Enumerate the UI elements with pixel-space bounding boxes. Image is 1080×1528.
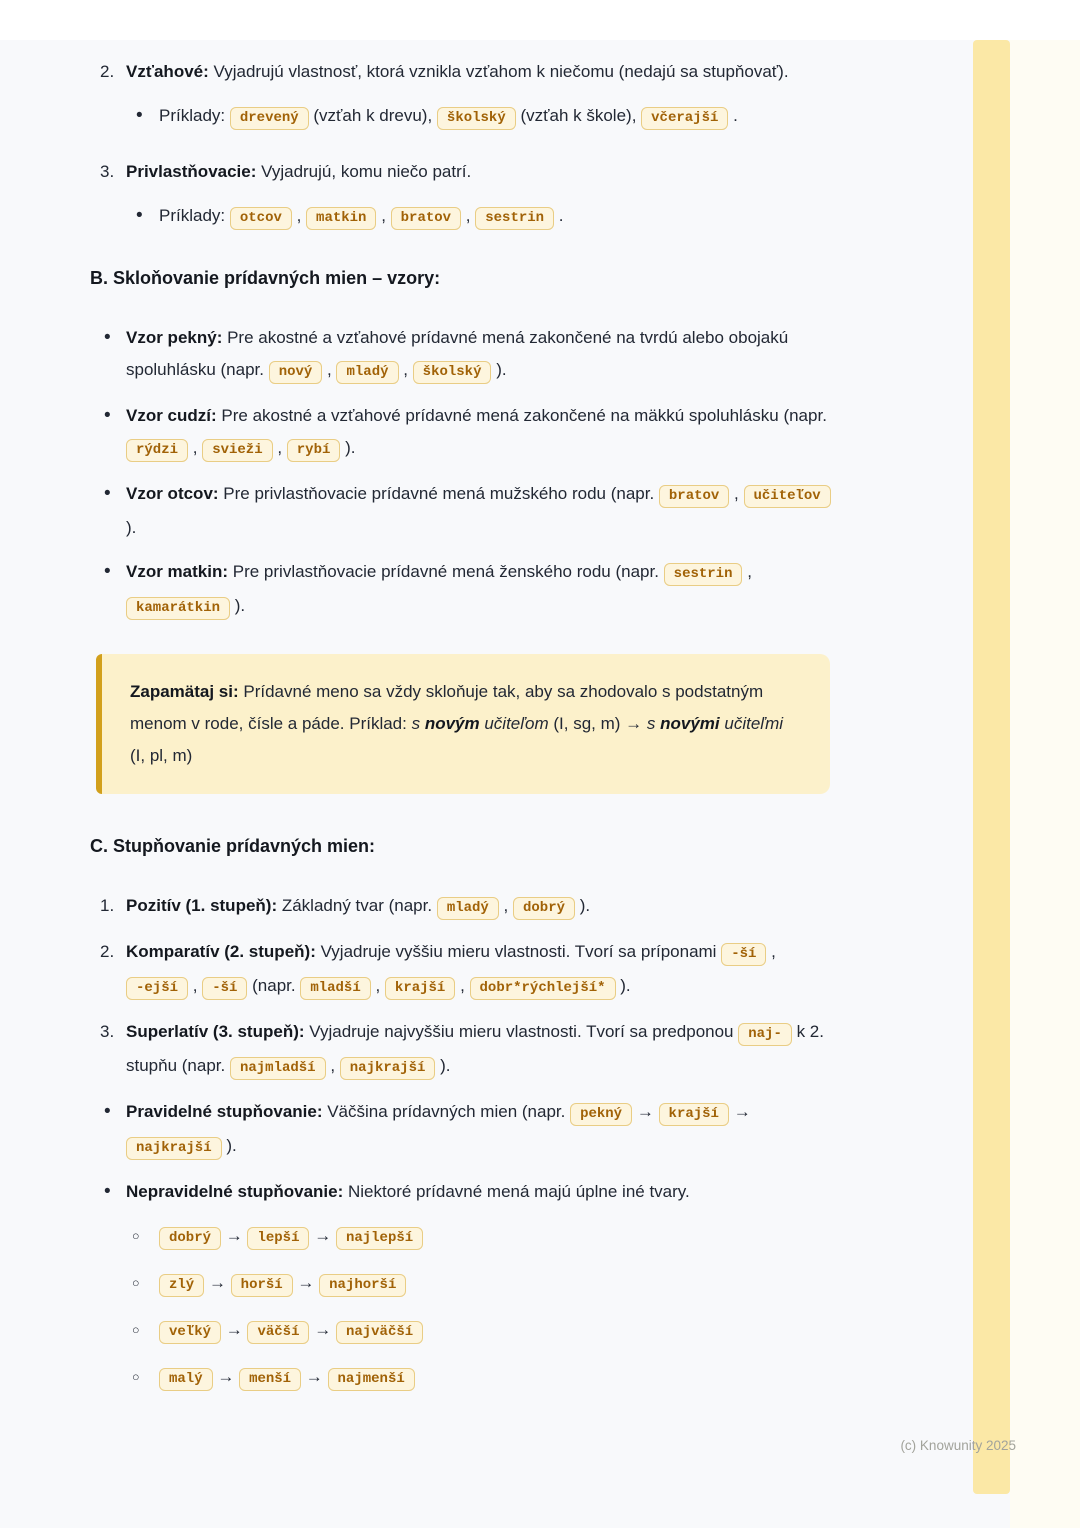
list-item <box>132 1314 872 1348</box>
list-item <box>104 1096 844 1164</box>
text-run: Vyjadrujú vlastnosť, ktorá vznikla vzťahom k niečomu (nedajú sa stupňovať). <box>208 62 789 81</box>
bold-text: Vzor otcov: <box>126 484 219 503</box>
italic-text: s <box>646 714 661 733</box>
code-chip: lepší <box>247 1227 309 1250</box>
text-run: , <box>188 976 203 995</box>
code-chip: otcov <box>230 207 292 230</box>
text-run: Príklady: <box>159 106 230 125</box>
text-run: Väčšina prídavných mien (napr. <box>322 1102 571 1121</box>
code-chip: horší <box>231 1274 293 1297</box>
text-run: ). <box>230 596 246 615</box>
text-run: ). <box>491 360 507 379</box>
text-run: → <box>632 1102 659 1121</box>
text-run: ). <box>575 896 591 915</box>
code-chip: najkrajší <box>340 1057 436 1080</box>
code-chip: najmenší <box>328 1368 415 1391</box>
code-chip: nový <box>269 361 323 384</box>
text-run: ). <box>221 1136 237 1155</box>
text-run: Pre privlastňovacie prídavné mená ženského rodu (napr. <box>228 562 664 581</box>
text-run: Prídavné meno sa vždy skloňuje tak, aby sa zhodovalo s podstatným menom v rode, čísle a páde. Príklad: <box>130 682 764 733</box>
text-run: , <box>188 438 203 457</box>
list-marker: • <box>104 327 111 348</box>
text-run: (I, pl, m) <box>130 746 193 765</box>
bold-text: Pravidelné stupňovanie: <box>126 1102 323 1121</box>
code-chip: sestrin <box>475 207 554 230</box>
text-run: , <box>272 438 287 457</box>
numbered-list-item <box>100 890 840 924</box>
code-chip: mladý <box>437 897 499 920</box>
bold-text: Zapamätaj si: <box>130 682 239 701</box>
bold-text: Superlatív (3. stupeň): <box>126 1022 305 1041</box>
bold-text: Vzor matkin: <box>126 562 229 581</box>
list-item-text <box>126 1176 844 1208</box>
list-item <box>104 556 844 624</box>
text-run: , <box>461 206 476 225</box>
text-run: . <box>728 106 738 125</box>
list-item <box>104 1176 844 1208</box>
list-item <box>136 100 876 134</box>
list-item-text <box>159 1220 872 1254</box>
list-item-text <box>126 890 840 924</box>
code-chip: krajší <box>385 977 455 1000</box>
text-run: → <box>292 1273 320 1292</box>
list-item <box>132 1267 872 1301</box>
list-item-text <box>126 322 844 388</box>
list-item <box>104 400 844 466</box>
section-heading: C. Stupňovanie prídavných mien: <box>90 836 376 856</box>
list-marker: 2. <box>100 62 115 81</box>
numbered-list-item <box>100 936 840 1004</box>
list-item-text <box>159 100 876 134</box>
text-run: Vyjadrujú, komu niečo patrí. <box>256 162 472 181</box>
list-marker: • <box>104 483 111 504</box>
bold-text: Vzťahové: <box>126 62 209 81</box>
list-marker: 3. <box>100 162 115 181</box>
list-marker: • <box>136 105 143 126</box>
code-chip: najlepší <box>336 1227 423 1250</box>
section-heading: B. Skloňovanie prídavných mien – vzory: <box>90 268 441 288</box>
list-marker: ○ <box>132 1276 140 1290</box>
code-chip: najhorší <box>319 1274 406 1297</box>
text-run: , <box>376 206 391 225</box>
list-marker: ○ <box>132 1323 140 1337</box>
text-run: . <box>554 206 564 225</box>
list-item-text <box>126 936 840 1004</box>
bold-text: Nepravidelné stupňovanie: <box>126 1182 344 1201</box>
callout-text <box>130 676 800 772</box>
code-chip: malý <box>159 1368 213 1391</box>
list-marker: • <box>136 205 143 226</box>
code-chip: -ší <box>202 977 247 1000</box>
list-item-text <box>159 1314 872 1348</box>
list-item <box>136 200 876 234</box>
code-chip: bratov <box>391 207 461 230</box>
code-chip: najväčší <box>336 1321 423 1344</box>
bold-text: Vzor pekný: <box>126 328 223 347</box>
italic-text: učiteľmi <box>719 714 784 733</box>
text-run: → <box>212 1367 240 1386</box>
italic-text: učiteľom <box>479 714 549 733</box>
italic-text: s <box>411 714 425 733</box>
text-run: (vzťah k drevu), <box>308 106 437 125</box>
code-chip: naj- <box>738 1023 792 1046</box>
code-chip: svieži <box>202 439 272 462</box>
list-item-text <box>126 56 840 88</box>
bold-italic-text: novým <box>424 714 480 733</box>
code-chip: menší <box>239 1368 301 1391</box>
text-run: ). <box>340 438 356 457</box>
code-chip: zlý <box>159 1274 204 1297</box>
list-item-text <box>126 156 840 188</box>
text-run: Vyjadruje vyššiu mieru vlastnosti. Tvorí sa príponami <box>315 942 722 961</box>
code-chip: krajší <box>659 1103 729 1126</box>
code-chip: rybí <box>287 439 341 462</box>
text-run: Príklady: <box>159 206 230 225</box>
list-marker: ○ <box>132 1229 140 1243</box>
list-item <box>132 1220 872 1254</box>
text-run: Vyjadruje najvyššiu mieru vlastnosti. Tvorí sa predponou <box>304 1022 739 1041</box>
list-item-text <box>126 1016 840 1084</box>
code-chip: rýdzi <box>126 439 188 462</box>
text-run: (napr. <box>247 976 301 995</box>
code-chip: školský <box>437 107 516 130</box>
list-marker: • <box>104 1101 111 1122</box>
list-marker: • <box>104 405 111 426</box>
text-run: ). <box>615 976 631 995</box>
text-run: → <box>221 1320 248 1339</box>
text-run: , <box>498 896 513 915</box>
list-item-text <box>126 478 844 544</box>
list-marker: 2. <box>100 942 115 961</box>
list-item <box>132 1361 872 1395</box>
text-run: , <box>766 942 776 961</box>
text-run: k 2. stupňu (napr. <box>126 1022 824 1075</box>
code-chip: dobr*rýchlejší* <box>470 977 616 1000</box>
text-run: , <box>322 360 337 379</box>
numbered-list-item <box>100 1016 840 1084</box>
bold-text: Privlastňovacie: <box>126 162 257 181</box>
code-chip: pekný <box>570 1103 632 1126</box>
text-run: Niektoré prídavné mená majú úplne iné tvary. <box>343 1182 690 1201</box>
list-marker: • <box>104 561 111 582</box>
code-chip: -ejší <box>126 977 188 1000</box>
text-run: , <box>742 562 752 581</box>
text-run: Základný tvar (napr. <box>277 896 437 915</box>
copyright-footer: (c) Knowunity 2025 <box>900 1438 1016 1453</box>
bold-text: Komparatív (2. stupeň): <box>126 942 316 961</box>
bold-text: Pozitív (1. stupeň): <box>126 896 278 915</box>
code-chip: kamarátkin <box>126 597 230 620</box>
text-run: , <box>455 976 470 995</box>
code-chip: včerajší <box>641 107 728 130</box>
code-chip: veľký <box>159 1321 221 1344</box>
code-chip: mladší <box>300 977 370 1000</box>
text-run: → <box>301 1367 328 1386</box>
list-marker: ○ <box>132 1370 140 1384</box>
text-run: , <box>370 976 385 995</box>
text-run: ). <box>435 1056 451 1075</box>
code-chip: školský <box>413 361 492 384</box>
list-item-text <box>126 1096 844 1164</box>
text-run: , <box>398 360 413 379</box>
bold-text: Vzor cudzí: <box>126 406 217 425</box>
text-run: , <box>729 484 744 503</box>
numbered-list-item <box>100 156 840 188</box>
numbered-list-item <box>100 56 840 88</box>
text-run: (I, sg, m) → <box>548 714 647 733</box>
code-chip: najkrajší <box>126 1137 222 1160</box>
code-chip: matkin <box>306 207 376 230</box>
list-item-text <box>159 1267 872 1301</box>
code-chip: dobrý <box>159 1227 221 1250</box>
text-run: Pre akostné a vzťahové prídavné mená zakončené na mäkkú spoluhlásku (napr. <box>216 406 827 425</box>
list-item <box>104 322 844 388</box>
text-run: → <box>309 1226 336 1245</box>
text-run: Pre akostné a vzťahové prídavné mená zakončené na tvrdú alebo obojakú spoluhlásku (napr. <box>126 328 789 379</box>
text-run: → <box>204 1273 231 1292</box>
code-chip: -ší <box>721 943 766 966</box>
code-chip: väčší <box>247 1321 309 1344</box>
code-chip: drevený <box>230 107 309 130</box>
code-chip: mladý <box>336 361 398 384</box>
list-item-text <box>126 400 844 466</box>
text-run: Pre privlastňovacie prídavné mená mužského rodu (napr. <box>218 484 659 503</box>
text-run: , <box>325 1056 340 1075</box>
list-item-text <box>159 200 876 234</box>
code-chip: najmladší <box>230 1057 326 1080</box>
list-marker: 3. <box>100 1022 115 1041</box>
text-run: → <box>221 1226 248 1245</box>
list-marker: 1. <box>100 896 115 915</box>
code-chip: bratov <box>659 485 729 508</box>
code-chip: sestrin <box>664 563 743 586</box>
text-run: (vzťah k škole), <box>515 106 642 125</box>
callout-box <box>96 654 830 794</box>
text-run: , <box>291 206 307 225</box>
text-run: → <box>309 1320 336 1339</box>
bold-italic-text: novými <box>660 714 720 733</box>
list-item-text <box>126 556 844 624</box>
list-item-text <box>159 1361 872 1395</box>
list-marker: • <box>104 1181 111 1202</box>
code-chip: dobrý <box>513 897 575 920</box>
text-run: → <box>728 1102 751 1121</box>
list-item <box>104 478 844 544</box>
code-chip: učiteľov <box>744 485 831 508</box>
text-run: ). <box>126 518 137 537</box>
